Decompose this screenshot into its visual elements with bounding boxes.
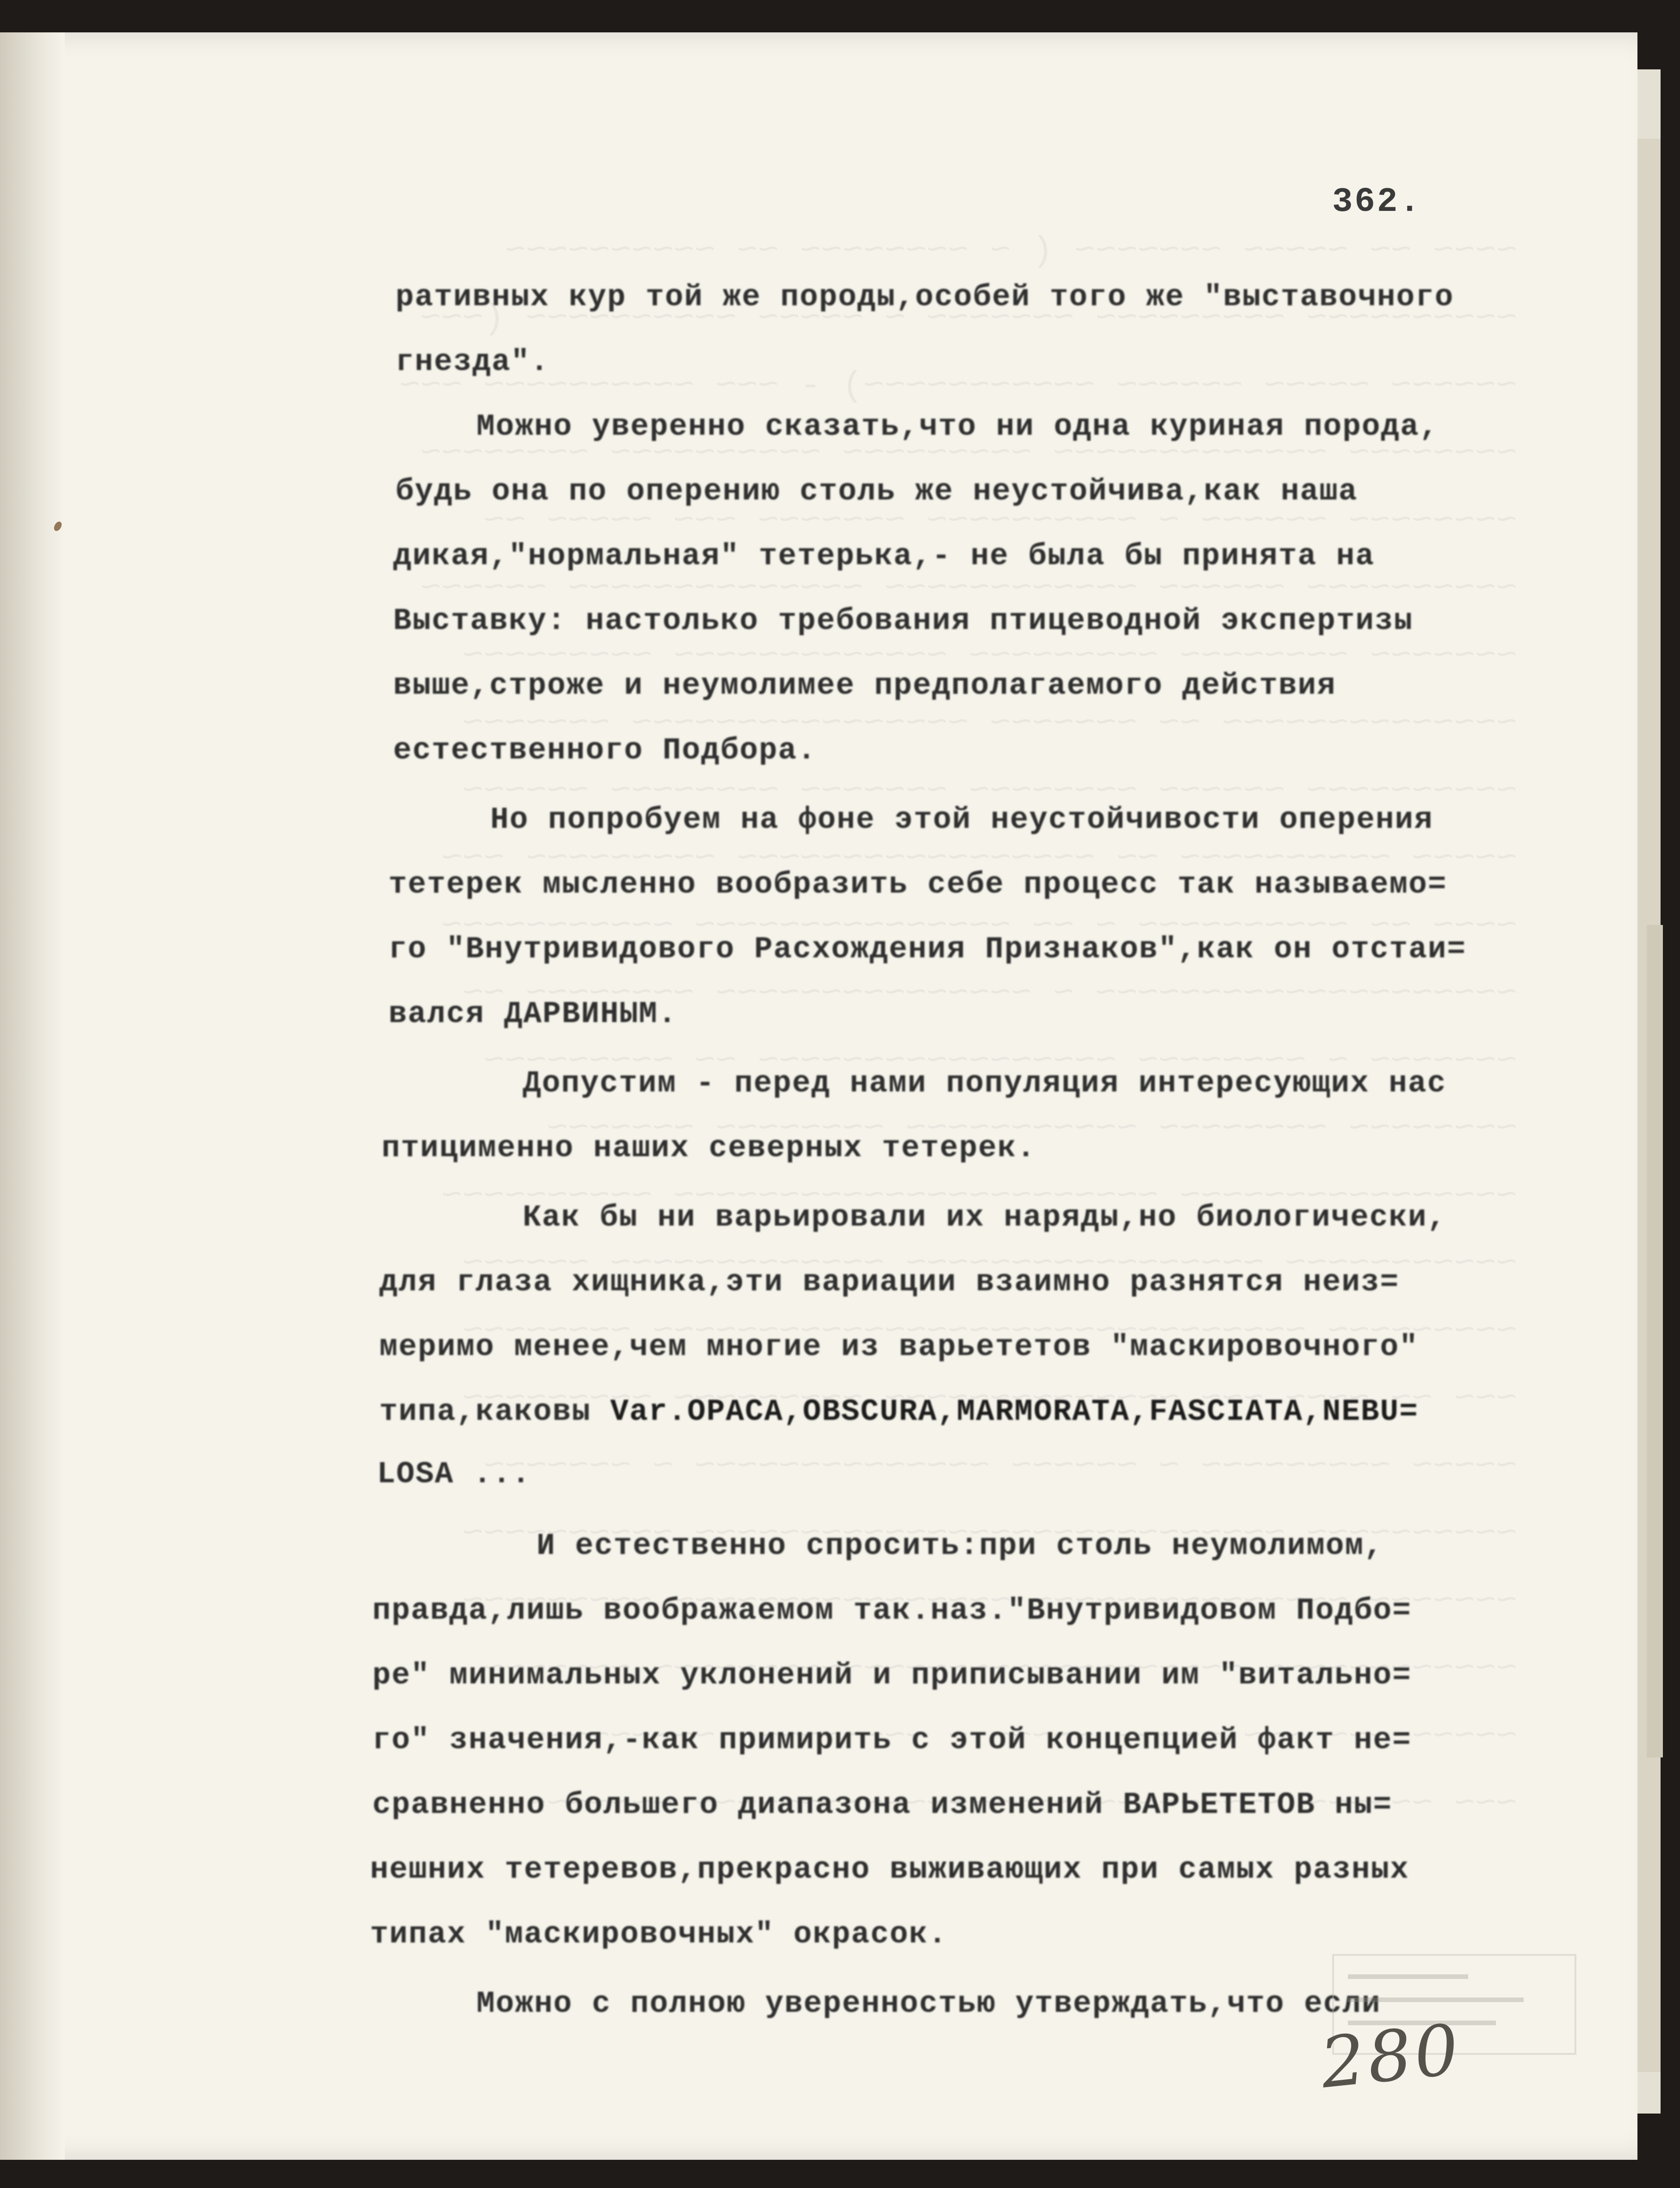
text-line-6: Выставку: настолько требования птицеводной экспертизы [393,604,1414,638]
text-line-12: вался ДАРВИНЫМ. [389,997,678,1031]
text-line-3: Можно уверенно сказать,что ни одна куриная порода, [476,409,1439,444]
page-stack-edge [1647,925,1663,1757]
text-line-18-lead: типа,каковы [379,1394,591,1429]
text-line-24: сравненно большего диапазона изменений ВАРЬЕТЕТОВ ны= [372,1787,1393,1822]
page-number: 362. [1332,183,1422,222]
text-line-2: гнезда". [395,345,550,379]
text-line-5: дикая,"нормальная" тетерька,- не была бы принята на [393,539,1375,573]
text-line-21: правда,лишь воображаемом так.наз."Внутривидовом Подбо= [372,1593,1412,1628]
text-line-19: LOSA ... [377,1457,531,1492]
text-line-26: типах "маскировочных" окрасок. [370,1917,948,1952]
text-line-15: Как бы ни варьировали их наряды,но биологически, [523,1200,1447,1235]
text-line-25: нешних тетеревов,прекрасно выживающих при самых разных [370,1852,1409,1887]
text-line-13: Допустим - перед нами популяция интересующих нас [523,1066,1447,1101]
text-line-1: ративных кур той же породы,особей того же "выставочного [395,280,1454,314]
latin-varieties: Var.OPACA,OBSCURA,MARMORATA,FASCIATA,NEBU= [610,1394,1419,1429]
text-line-9: Но попробуем на фоне этой неустойчивости оперения [490,802,1433,837]
text-line-8: естественного Подбора. [393,733,817,768]
text-line-10: тетерек мысленно вообразить себе процесс так называемо= [389,867,1447,902]
text-line-23: го" значения,-как примирить с этой концепцией факт не= [372,1723,1412,1757]
text-line-17: меримо менее,чем многие из варьететов "маскировочного" [379,1330,1419,1364]
text-line-18 [379,1394,1419,1429]
text-line-4: будь она по оперению столь же неустойчива,как наша [395,474,1358,509]
text-line-20: И естественно спросить:при столь неумолимом, [537,1529,1384,1563]
binding-fold [0,32,65,2160]
document-page [0,32,1637,2160]
text-line-22: ре" минимальных уклонений и приписывании им "витально= [372,1658,1412,1693]
text-line-11: го "Внутривидового Расхождения Признаков",как он отстаи= [389,932,1466,967]
text-line-27: Можно с полною уверенностью утверждать,что если [476,1986,1381,2021]
text-line-7: выше,строже и неумолимее предполагаемого действия [393,668,1336,703]
handwritten-folio-number: 280 [1316,2009,1465,2104]
text-line-14: птицименно наших северных тетерек. [382,1131,1036,1165]
text-line-16: для глаза хищника,эти вариации взаимно разнятся неиз= [379,1265,1400,1300]
